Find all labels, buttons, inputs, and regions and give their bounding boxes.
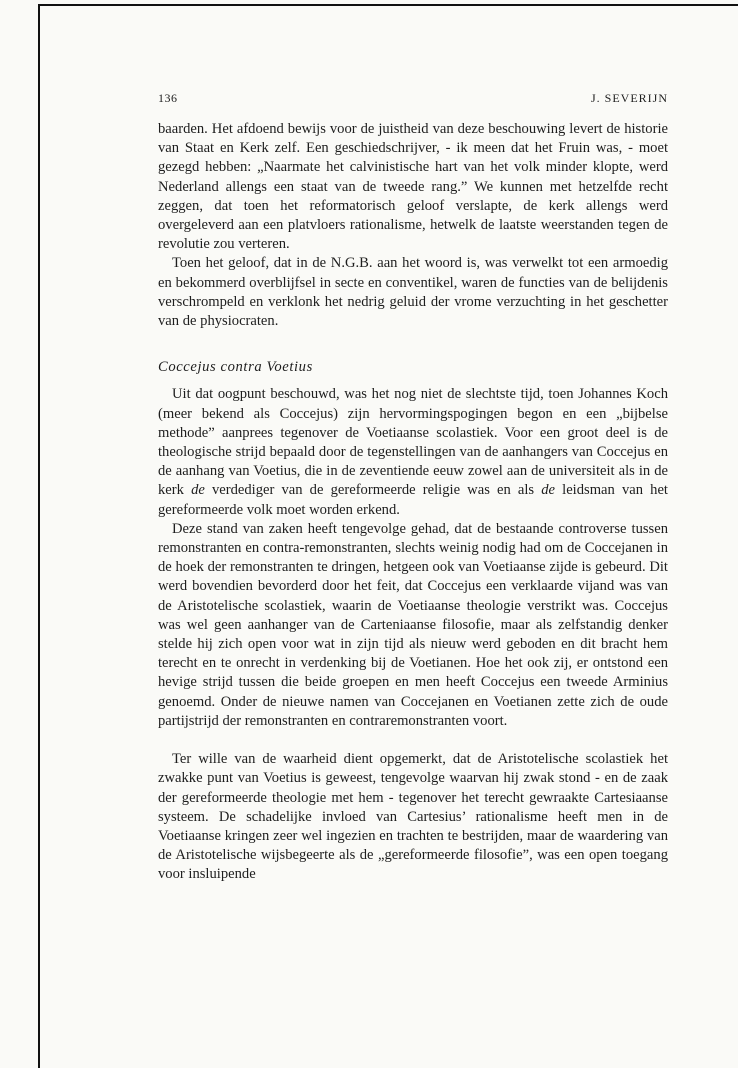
paragraph-3-text-a: Uit dat oogpunt beschouwd, was het nog niet de slechtste tijd, toen Johannes Koch (meer bekend als Coccejus) zijn hervormingspogingen begon en een „bijbelse methode” aanprees tegenover de Voetiaanse scolastiek. Voor een groot deel is de theologische strijd bepaald door de tegenstellingen van de aanhangers van Coccejus en de aanhang van Voetius, die in de zeventiende eeuw zowel aan de universiteit als in de kerk [158,386,668,499]
paragraph-2: Toen het geloof, dat in de N.G.B. aan het woord is, was verwelkt tot een armoedig en bekommerd overblijfsel in secte en conventikel, waren de functies van de belijdenis verschrompeld en verklonk het nedrig geluid der vrome verzuchting in het geschetter van de physiocraten. [158,255,668,330]
paragraph-3-text-c: leidsman van het gereformeerde volk moet worden erkend. [158,482,668,518]
running-head: J. SEVERIJN [590,91,668,105]
paragraph-3 [158,385,668,519]
paragraph-3-text-b: verdediger van de gereformeerde religie was en als [204,482,542,499]
paragraph-1: baarden. Het afdoend bewijs voor de juistheid van deze beschouwing levert de historie van Staat en Kerk zelf. Een geschiedschrijver, - ik meen dat het Fruin was, - moet gezegd hebben: „Naarmate het calvinistische hart van het volk minder klopte, werd Nederland allengs een staat van de tweede rang.” We kunnen met hetzelfde recht zeggen, dat toen het reformatorisch geloof verslapte, de kerk allengs werd overgeleverd aan een platvloers rationalisme, hetwelk de laatste weerstanden tegen de revolutie zou verteren. [158,121,668,253]
section-title: Coccejus contra Voetius [158,359,313,376]
paragraph-3-emphasis-2: de [541,482,556,499]
page-number: 136 [158,91,178,105]
top-border-line [40,4,738,6]
paragraph-4: Deze stand van zaken heeft tengevolge gehad, dat de bestaande controverse tussen remonstranten en contra-remonstranten, slechts weinig nodig had om de Coccejanen in de hoek der remonstranten te dringen, hetgeen ook van Voetiaanse zijde is gebeurd. Dit werd bovendien bevorderd door het feit, dat Coccejus een verklaarde vijand was van de Aristotelische scolastiek, waarin de Voetiaanse theologie verstrikt was. Coccejus was wel geen aanhanger van de Carteniaanse filosofie, maar als zelfstandig denker stelde hij zich open voor wat in zijn tijd als nieuw werd geboden en dit bracht hem terecht en te onrecht in verdenking bij de Voetianen. Hoe het ook zij, er ontstond een hevige strijd tussen die beide groepen en men heeft Coccejus een tweede Arminius genoemd. Onder de nieuwe namen van Coccejanen en Voetianen zette zich de oude partijstrijd der remonstranten en contraremonstranten voort. [158,520,668,729]
left-border-line [38,4,40,1068]
page-content [158,91,668,885]
page-header [158,91,668,113]
paragraph-3-emphasis-1: de [191,482,205,499]
paragraph-5: Ter wille van de waarheid dient opgemerkt, dat de Aristotelische scolastiek het zwakke punt van Voetius is geweest, tengevolge waarvan hij zwak stond - en de zaak der gereformeerde theologie met hem - tegenover het terecht gewraakte Cartesiaanse systeem. De schadelijke invloed van Cartesius’ rationalisme heeft men in de Voetiaanse kringen zeer wel ingezien en trachten te bestrijden, maar de waardering van de Aristotelische wijsbegeerte als de „gereformeerde filosofie”, was een open toegang voor insluipende [158,751,668,883]
